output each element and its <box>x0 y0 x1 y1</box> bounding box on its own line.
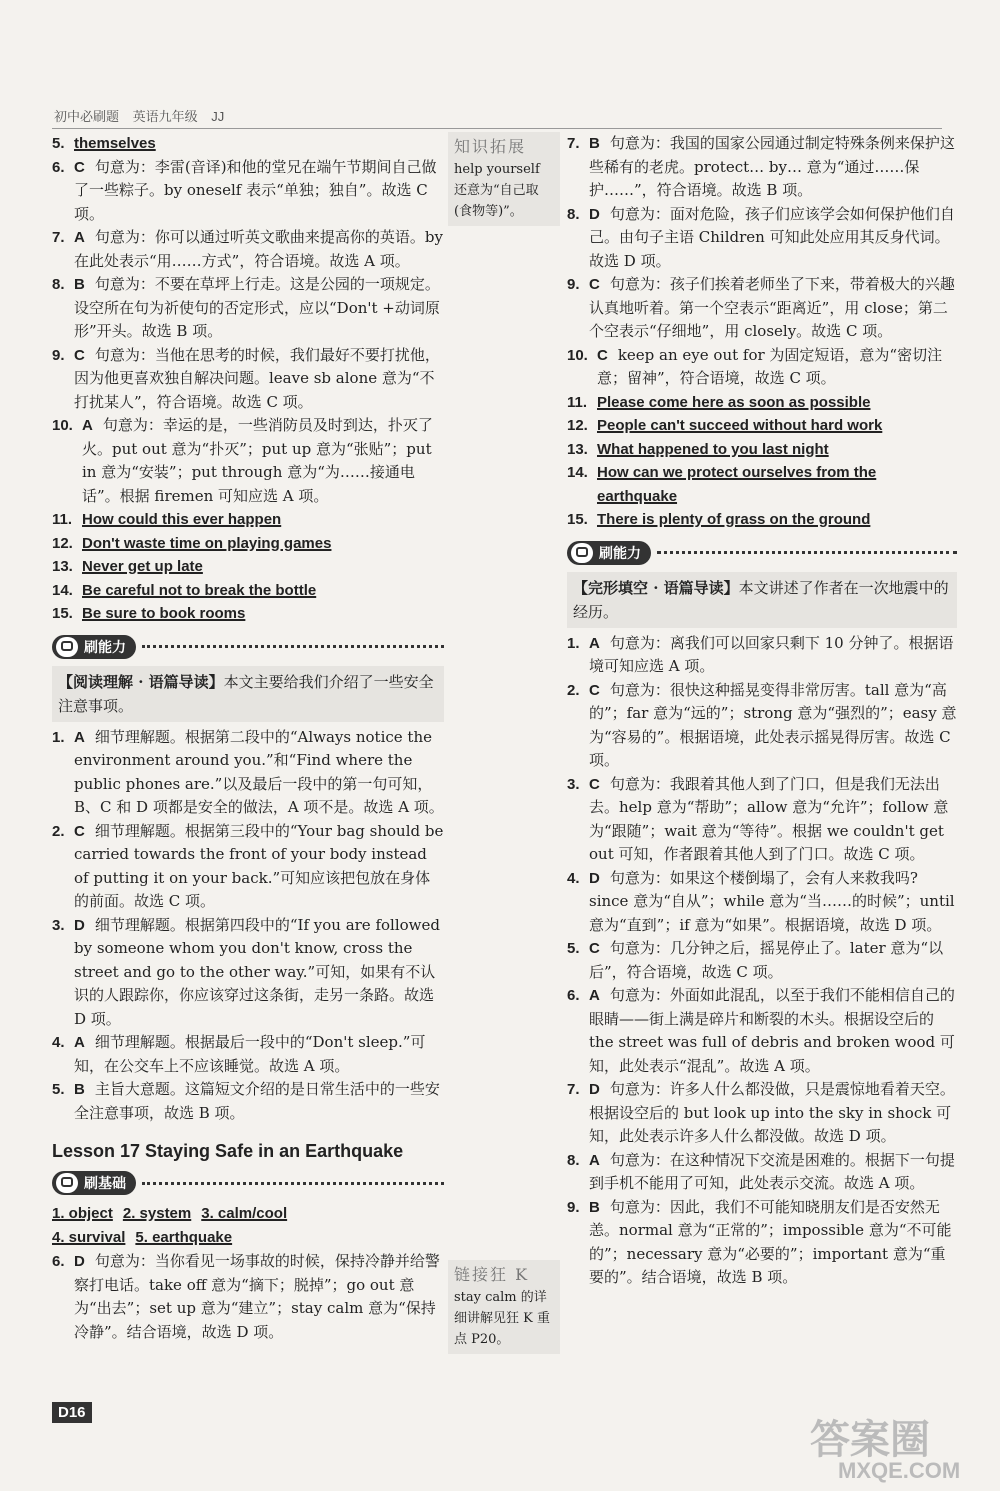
sentence-answer: How could this ever happen <box>82 511 282 528</box>
item-number: 7. <box>567 135 580 152</box>
item-number: 9. <box>567 276 580 293</box>
list-item <box>567 632 957 679</box>
edition-tag: JJ <box>211 109 225 124</box>
item-explanation: 句意为：当他在思考的时候，我们最好不要打扰他，因为他更喜欢独自解决问题。leave sb alone 意为“不打扰某人”，符合语境。故选 C 项。 <box>74 345 440 411</box>
right-answer-list-1 <box>567 132 957 391</box>
item-number: 3. <box>52 916 65 934</box>
side-notes <box>448 132 560 1347</box>
item-explanation: 句意为：不要在草坪上行走。这是公园的一项规定。设空所在句为祈使句的否定形式，应以“Don't +动词原形”开头。故选 B 项。 <box>74 275 440 340</box>
item-explanation: 细节理解题。根据第四段中的“If you are followed by someone whom you don't know, cross the street and go to the other way.”可知，如果有不认识的人跟踪你，你应该穿过这条街，走另一条路。故选 D 项。 <box>74 915 440 1028</box>
sentence-answer: What happened to you last night <box>597 440 829 458</box>
section-header-basic <box>52 1170 444 1196</box>
list-item <box>567 1078 957 1149</box>
list-item <box>567 984 957 1078</box>
sentence-item <box>567 414 957 438</box>
item-number: 5. <box>52 135 65 152</box>
list-item <box>52 726 444 820</box>
item-explanation: 句意为：幸运的是，一些消防员及时到达，扑灭了火。put out 意为“扑灭”；put up 意为“张贴”；put in 意为“安装”；put through 意为“为……接通电话”。根据 firemen 可知应选 A 项。 <box>82 416 433 505</box>
sentence-item <box>567 461 957 508</box>
item-explanation: 句意为：离我们可以回家只剩下 10 分钟了。根据语境可知应选 A 项。 <box>589 633 954 675</box>
item-answer: B <box>74 1081 85 1098</box>
item-number: 14. <box>52 581 73 599</box>
item-answer: C <box>74 822 85 840</box>
dotted-divider <box>657 551 957 554</box>
series-name: 初中必刷题 <box>54 109 120 124</box>
item-number: 10. <box>567 346 588 364</box>
guide-tag: 【阅读理解 · 语篇导读】 <box>58 672 224 691</box>
item-number: 6. <box>567 987 580 1004</box>
item-answer: D <box>589 205 600 223</box>
cloze-guide <box>567 572 957 628</box>
sentence-item <box>52 555 444 579</box>
item-number: 9. <box>567 1198 580 1216</box>
sentence-answer: Never get up late <box>82 558 203 575</box>
item-explanation: 句意为：几分钟之后，摇晃停止了。later 意为“以后”，符合语境，故选 C 项。 <box>589 939 944 981</box>
reading-answer-list <box>52 726 444 1126</box>
reading-guide <box>52 666 444 722</box>
item-answer: A <box>82 417 93 434</box>
item-number: 1. <box>567 634 580 652</box>
item-number: 4. <box>52 1034 65 1051</box>
item-answer: C <box>589 276 600 293</box>
item-number: 12. <box>52 534 73 552</box>
item-number: 9. <box>52 346 65 364</box>
page-number: D16 <box>52 1402 92 1423</box>
vocab-answers <box>52 1202 444 1250</box>
list-item <box>52 914 444 1032</box>
item-explanation: 句意为：孩子们挨着老师坐了下来，带着极大的兴趣认真地听着。第一个空表示“距离近”，用 close；第二个空表示“仔细地”，用 closely。故选 C 项。 <box>589 275 955 340</box>
item-explanation: 细节理解题。根据第三段中的“Your bag should be carried towards the front of your body instead of putting it on your back.”可知应该把包放在身体的前面。故选 C 项。 <box>74 821 444 910</box>
list-item <box>52 226 444 273</box>
list-item <box>567 679 957 773</box>
vocab-item: 2. system <box>122 1205 192 1222</box>
ability-badge: 刷能力 <box>567 541 651 565</box>
item-explanation: 句意为：我跟着其他人到了门口，但是我们无法出去。help 意为“帮助”；allow 意为“允许”；follow 意为“跟随”；wait 意为“等待”。根据 we couldn't get out 可知，作者跟着其他人到了门口。故选 C 项。 <box>589 774 949 863</box>
lesson-title: Lesson 17 Staying Safe in an Earthquake <box>52 1141 404 1161</box>
sentence-answer: How can we protect ourselves from the earthquake <box>597 464 877 505</box>
item-number: 10. <box>52 417 73 434</box>
dotted-divider <box>142 645 444 648</box>
item-explanation: 句意为：面对危险，孩子们应该学会如何保护他们自己。由句子主语 Children 可知此处应用其反身代词。故选 D 项。 <box>589 204 955 270</box>
item-answer: B <box>74 276 85 293</box>
knowledge-box <box>448 132 560 226</box>
list-item <box>52 414 444 508</box>
left-column <box>52 132 444 1344</box>
list-item <box>52 273 444 344</box>
item-number: 8. <box>52 276 65 293</box>
list-item: 6. D 句意为：当你看见一场事故的时候，保持冷静并给警察打电话。take off 意为“摘下；脱掉”；go out 意为“出去”；set up 意为“建立”；stay calm 意为“保持冷静”。结合语境，故选 D 项。 <box>52 1252 440 1341</box>
sentence-item <box>52 508 444 532</box>
item-number: 8. <box>567 205 580 223</box>
item-explanation: 句意为：李雷(音译)和他的堂兄在端午节期间自己做了一些粽子。by oneself 表示“单独；独自”。故选 C 项。 <box>74 157 437 223</box>
item-explanation: 句意为：你可以通过听英文歌曲来提高你的英语。by 在此处表示“用……方式”，符合语境。故选 A 项。 <box>74 228 443 270</box>
item-answer: C <box>589 681 600 699</box>
item-number: 7. <box>52 229 65 246</box>
item-explanation: 细节理解题。根据第二段中的“Always notice the environment around you.”和“Find where the public phones are.”以及最后一段中的第一句可知，B、C 和 D 项都是安全的做法，A 项不是。故选 A 项。 <box>74 727 444 816</box>
watermark-url: MXQE.COM <box>838 1458 961 1483</box>
link-text: stay calm 的详细讲解见狂 K 重点 P20。 <box>454 1290 550 1347</box>
header-rule <box>52 128 942 129</box>
list-item <box>52 1031 444 1078</box>
item-number: 13. <box>567 440 588 458</box>
item-answer: themselves <box>74 135 156 152</box>
item-answer: C <box>597 346 608 364</box>
right-column <box>567 132 957 1290</box>
item-number: 7. <box>567 1081 580 1098</box>
item-answer: A <box>74 728 85 746</box>
item-answer: C <box>74 346 85 364</box>
list-item <box>567 773 957 867</box>
item-answer: A <box>74 1034 85 1051</box>
item-explanation: 句意为：很快这种摇晃变得非常厉害。tall 意为“高的”；far 意为“远的”；strong 意为“强烈的”；easy 意为“容易的”。根据语境，此处表示摇晃得厉害。故选 C 项。 <box>589 680 957 769</box>
item-number: 8. <box>567 1151 580 1169</box>
running-header <box>54 106 234 125</box>
basic-badge: 刷基础 <box>52 1171 136 1195</box>
link-title: 链接狂 K <box>454 1265 530 1284</box>
sentence-item <box>567 508 957 532</box>
list-item <box>52 820 444 914</box>
pencil-icon <box>56 1173 78 1193</box>
item-number: 13. <box>52 558 73 575</box>
item-explanation: 句意为：许多人什么都没做，只是震惊地看着天空。根据设空后的 but look up into the sky in shock 可知，此处表示许多人什么都没做。故选 D 项。 <box>589 1080 955 1145</box>
sentence-answer: Please come here as soon as possible <box>597 393 871 411</box>
item-number: 2. <box>52 822 65 840</box>
item-answer: D <box>589 869 600 887</box>
item-number: 5. <box>52 1081 65 1098</box>
item-answer: A <box>589 634 600 652</box>
item-number: 2. <box>567 681 580 699</box>
item-answer: A <box>589 987 600 1004</box>
list-item <box>567 273 957 344</box>
vocab-item: 5. earthquake <box>135 1229 233 1246</box>
item-number: 6. <box>52 158 65 176</box>
item-answer: A <box>589 1151 600 1169</box>
list-item <box>567 1149 957 1196</box>
sentence-answer: Be careful not to break the bottle <box>82 581 317 599</box>
sentence-item <box>52 579 444 603</box>
sentence-item <box>52 602 444 626</box>
item-number: 11. <box>52 511 73 528</box>
list-item <box>567 937 957 984</box>
vocab-item: 4. survival <box>52 1229 126 1246</box>
item-number: 14. <box>567 464 588 481</box>
item-explanation: 句意为：因此，我们不可能知晓朋友们是否安然无恙。normal 意为“正常的”；impossible 意为“不可能的”；necessary 意为“必要的”；important 意为“重要的”。结合语境，故选 B 项。 <box>589 1197 952 1286</box>
subject-name: 英语九年级 <box>132 109 198 124</box>
cloze-answer-list <box>567 632 957 1290</box>
item-number: 11. <box>567 393 588 411</box>
item-explanation: 句意为：我国的国家公园通过制定特殊条例来保护这些稀有的老虎。protect… by… 意为“通过……保护……”，符合语境。故选 B 项。 <box>589 134 955 199</box>
item-number: 1. <box>52 728 65 746</box>
item-answer: B <box>589 135 600 152</box>
guide-text: 本文讲述了作者在一次地震中的经历。 <box>573 578 949 621</box>
item-explanation: 句意为：外面如此混乱，以至于我们不能相信自己的眼睛——街上满是碎片和断裂的木头。根据设空后的 the street was full of debris and broken wood 可知，此处表示“混乱”。故选 A 项。 <box>589 986 955 1075</box>
list-item <box>567 867 957 938</box>
item-explanation: 句意为：在这种情况下交流是困难的。根据下一句提到手机不能用了可知，此处表示交流。故选 A 项。 <box>589 1150 955 1192</box>
link-box <box>448 1260 560 1354</box>
item-answer: D <box>589 1081 600 1098</box>
sentence-answer: There is plenty of grass on the ground <box>597 511 871 528</box>
guide-text: 本文主要给我们介绍了一些安全注意事项。 <box>58 672 434 715</box>
item-explanation: 主旨大意题。这篇短文介绍的是日常生活中的一些安全注意事项，故选 B 项。 <box>74 1080 440 1122</box>
pencil-icon <box>571 543 593 563</box>
list-item <box>52 1078 444 1125</box>
list-item <box>52 344 444 415</box>
list-item <box>52 132 444 156</box>
vocab-item: 3. calm/cool <box>201 1205 288 1222</box>
list-item <box>567 132 957 203</box>
section-header-ability-1 <box>52 634 444 660</box>
sentence-answer: People can't succeed without hard work <box>597 417 883 434</box>
sentence-answer: Be sure to book rooms <box>82 605 246 622</box>
item-answer: A <box>74 229 85 246</box>
item-explanation: 细节理解题。根据最后一段中的“Don't sleep.”可知，在公交车上不应该睡觉。故选 A 项。 <box>74 1033 426 1075</box>
item-explanation: keep an eye out for 为固定短语，意为“密切注意；留神”，符合语境，故选 C 项。 <box>597 345 943 387</box>
item-answer: D <box>74 916 85 934</box>
item-number: 15. <box>52 605 73 622</box>
item-number: 3. <box>567 775 580 793</box>
item-number: 15. <box>567 511 588 528</box>
item-answer: B <box>589 1198 600 1216</box>
guide-tag: 【完形填空 · 语篇导读】 <box>573 578 739 597</box>
knowledge-title: 知识拓展 <box>454 137 527 156</box>
list-item <box>52 156 444 227</box>
item-answer: C <box>589 775 600 793</box>
item-answer: C <box>74 158 85 176</box>
item-number: 12. <box>567 417 588 434</box>
dotted-divider <box>142 1182 444 1185</box>
left-sentence-list <box>52 508 444 626</box>
left-answer-list-1 <box>52 132 444 508</box>
item-answer: C <box>589 940 600 957</box>
right-sentence-list <box>567 391 957 532</box>
list-item <box>567 203 957 274</box>
item-number: 4. <box>567 869 580 887</box>
list-item <box>567 1196 957 1290</box>
item-explanation: 句意为：如果这个楼倒塌了，会有人来救我吗? since 意为“自从”；while 意为“当……的时候”；until 意为“直到”；if 意为“如果”。根据语境，故选 D 项。 <box>589 868 955 934</box>
sentence-answer: Don't waste time on playing games <box>82 534 332 552</box>
ability-badge: 刷能力 <box>52 635 136 659</box>
pencil-icon <box>56 637 78 657</box>
list-item <box>567 344 957 391</box>
knowledge-text: help yourself 还意为“自己取(食物等)”。 <box>454 162 540 219</box>
item-number: 5. <box>567 940 580 957</box>
sentence-item <box>567 391 957 415</box>
vocab-item: 1. object <box>52 1205 113 1222</box>
section-header-ability-2 <box>567 540 957 566</box>
sentence-item <box>52 532 444 556</box>
sentence-item <box>567 438 957 462</box>
watermark-logo: 答案圈 <box>810 1418 930 1462</box>
